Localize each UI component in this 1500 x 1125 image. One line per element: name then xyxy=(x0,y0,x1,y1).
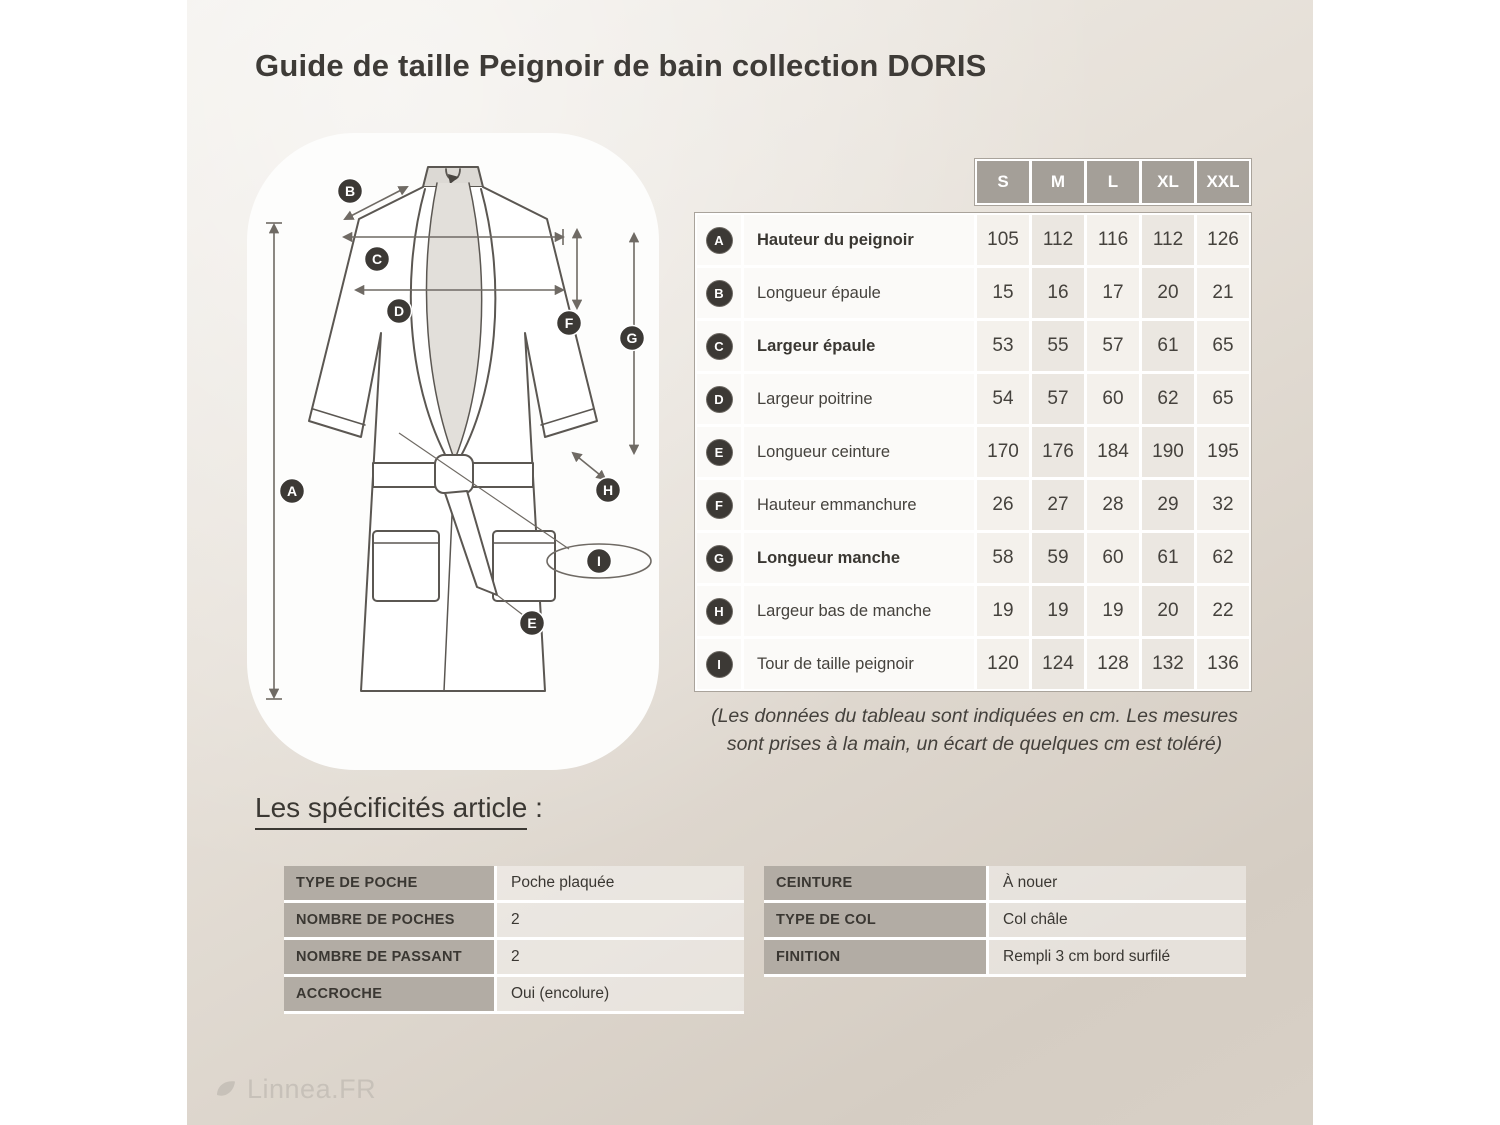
size-value: 61 xyxy=(1142,321,1194,371)
measure-label: Longueur manche xyxy=(744,533,974,583)
row-letter-cell xyxy=(697,533,741,583)
size-value: 195 xyxy=(1197,427,1249,477)
size-value: 16 xyxy=(1032,268,1084,318)
size-value: 57 xyxy=(1032,374,1084,424)
robe-diagram-card xyxy=(247,133,659,770)
content-panel xyxy=(187,0,1313,1125)
row-letter-cell xyxy=(697,639,741,689)
letter-badge: F xyxy=(707,493,732,518)
svg-text:G: G xyxy=(626,330,638,346)
size-table-header xyxy=(974,158,1252,206)
size-value: 126 xyxy=(1197,215,1249,265)
size-value: 105 xyxy=(977,215,1029,265)
size-value: 53 xyxy=(977,321,1029,371)
letter-badge: A xyxy=(707,228,732,253)
size-value: 20 xyxy=(1142,586,1194,636)
spec-label: TYPE DE COL xyxy=(764,903,986,940)
spec-label: FINITION xyxy=(764,940,986,977)
size-value: 61 xyxy=(1142,533,1194,583)
table-note-line1: (Les données du tableau sont indiquées en cm. Les mesures xyxy=(711,705,1238,727)
watermark xyxy=(213,1074,376,1105)
letter-badge: B xyxy=(707,281,732,306)
size-value: 124 xyxy=(1032,639,1084,689)
size-value: 190 xyxy=(1142,427,1194,477)
table-note xyxy=(687,702,1262,758)
robe-diagram xyxy=(247,133,659,770)
svg-text:B: B xyxy=(344,183,356,199)
size-value: 19 xyxy=(977,586,1029,636)
row-letter-cell xyxy=(697,374,741,424)
table-note-line2: sont prises à la main, un écart de quelques cm est toléré) xyxy=(726,733,1223,755)
size-value: 112 xyxy=(1142,215,1194,265)
size-value: 57 xyxy=(1087,321,1139,371)
size-value: 59 xyxy=(1032,533,1084,583)
size-value: 26 xyxy=(977,480,1029,530)
diagram-label-E xyxy=(520,611,545,636)
letter-badge: G xyxy=(707,546,732,571)
specs-heading: Les spécificités article : xyxy=(255,792,543,824)
measure-label: Hauteur du peignoir xyxy=(744,215,974,265)
letter-badge: C xyxy=(707,334,732,359)
size-value: 17 xyxy=(1087,268,1139,318)
size-value: 120 xyxy=(977,639,1029,689)
size-column-header: L xyxy=(1087,161,1139,203)
diagram-label-D xyxy=(387,299,412,324)
spec-label: NOMBRE DE POCHES xyxy=(284,903,494,940)
size-value: 60 xyxy=(1087,374,1139,424)
size-value: 112 xyxy=(1032,215,1084,265)
spec-value: 2 xyxy=(494,940,744,977)
size-value: 128 xyxy=(1087,639,1139,689)
svg-text:F: F xyxy=(564,315,574,331)
size-value: 184 xyxy=(1087,427,1139,477)
letter-badge: H xyxy=(707,599,732,624)
spec-value: À nouer xyxy=(986,866,1246,903)
size-column-header: XL xyxy=(1142,161,1194,203)
svg-text:I: I xyxy=(597,553,601,569)
row-letter-cell xyxy=(697,215,741,265)
size-value: 21 xyxy=(1197,268,1249,318)
letter-badge: E xyxy=(707,440,732,465)
watermark-text: Linnea.FR xyxy=(247,1074,377,1104)
size-value: 15 xyxy=(977,268,1029,318)
svg-text:A: A xyxy=(286,483,298,499)
size-value: 27 xyxy=(1032,480,1084,530)
row-letter-cell xyxy=(697,427,741,477)
linnea-logo-icon xyxy=(213,1077,239,1103)
diagram-label-I xyxy=(587,549,612,574)
measure-label: Largeur poitrine xyxy=(744,374,974,424)
size-value: 62 xyxy=(1142,374,1194,424)
diagram-label-C xyxy=(365,247,390,272)
spec-label: ACCROCHE xyxy=(284,977,494,1014)
spec-value: Oui (encolure) xyxy=(494,977,744,1014)
size-value: 60 xyxy=(1087,533,1139,583)
measure-label: Longueur épaule xyxy=(744,268,974,318)
diagram-label-H xyxy=(596,478,621,503)
measure-label: Largeur bas de manche xyxy=(744,586,974,636)
size-value: 29 xyxy=(1142,480,1194,530)
diagram-label-F xyxy=(557,311,582,336)
row-letter-cell xyxy=(697,268,741,318)
spec-value: Col châle xyxy=(986,903,1246,940)
size-value: 58 xyxy=(977,533,1029,583)
diagram-label-B xyxy=(338,179,363,204)
size-value: 136 xyxy=(1197,639,1249,689)
size-value: 19 xyxy=(1032,586,1084,636)
page-title: Guide de taille Peignoir de bain collection DORIS xyxy=(255,48,987,83)
size-column-header: S xyxy=(977,161,1029,203)
spec-value: Poche plaquée xyxy=(494,866,744,903)
spec-table-right xyxy=(764,866,1246,977)
svg-text:H: H xyxy=(602,482,614,498)
size-column-header: XXL xyxy=(1197,161,1249,203)
size-value: 65 xyxy=(1197,374,1249,424)
letter-badge: I xyxy=(707,652,732,677)
svg-text:C: C xyxy=(371,251,383,267)
size-value: 65 xyxy=(1197,321,1249,371)
size-value: 54 xyxy=(977,374,1029,424)
size-value: 132 xyxy=(1142,639,1194,689)
svg-text:D: D xyxy=(393,303,405,319)
size-value: 55 xyxy=(1032,321,1084,371)
spec-label: NOMBRE DE PASSANT xyxy=(284,940,494,977)
size-value: 170 xyxy=(977,427,1029,477)
size-table-body xyxy=(694,212,1252,692)
row-letter-cell xyxy=(697,480,741,530)
size-value: 176 xyxy=(1032,427,1084,477)
row-letter-cell xyxy=(697,321,741,371)
diagram-label-A xyxy=(280,479,305,504)
measure-label: Hauteur emmanchure xyxy=(744,480,974,530)
size-column-header: M xyxy=(1032,161,1084,203)
spec-table-left xyxy=(284,866,744,1014)
spec-label: TYPE DE POCHE xyxy=(284,866,494,903)
letter-badge: D xyxy=(707,387,732,412)
svg-text:E: E xyxy=(527,615,537,631)
size-value: 20 xyxy=(1142,268,1194,318)
diagram-label-G xyxy=(620,326,645,351)
size-value: 116 xyxy=(1087,215,1139,265)
row-letter-cell xyxy=(697,586,741,636)
spec-label: CEINTURE xyxy=(764,866,986,903)
size-value: 62 xyxy=(1197,533,1249,583)
spec-value: Rempli 3 cm bord surfilé xyxy=(986,940,1246,977)
size-value: 32 xyxy=(1197,480,1249,530)
size-value: 22 xyxy=(1197,586,1249,636)
measure-label: Tour de taille peignoir xyxy=(744,639,974,689)
spec-value: 2 xyxy=(494,903,744,940)
measure-label: Longueur ceinture xyxy=(744,427,974,477)
measure-label: Largeur épaule xyxy=(744,321,974,371)
size-value: 28 xyxy=(1087,480,1139,530)
size-value: 19 xyxy=(1087,586,1139,636)
